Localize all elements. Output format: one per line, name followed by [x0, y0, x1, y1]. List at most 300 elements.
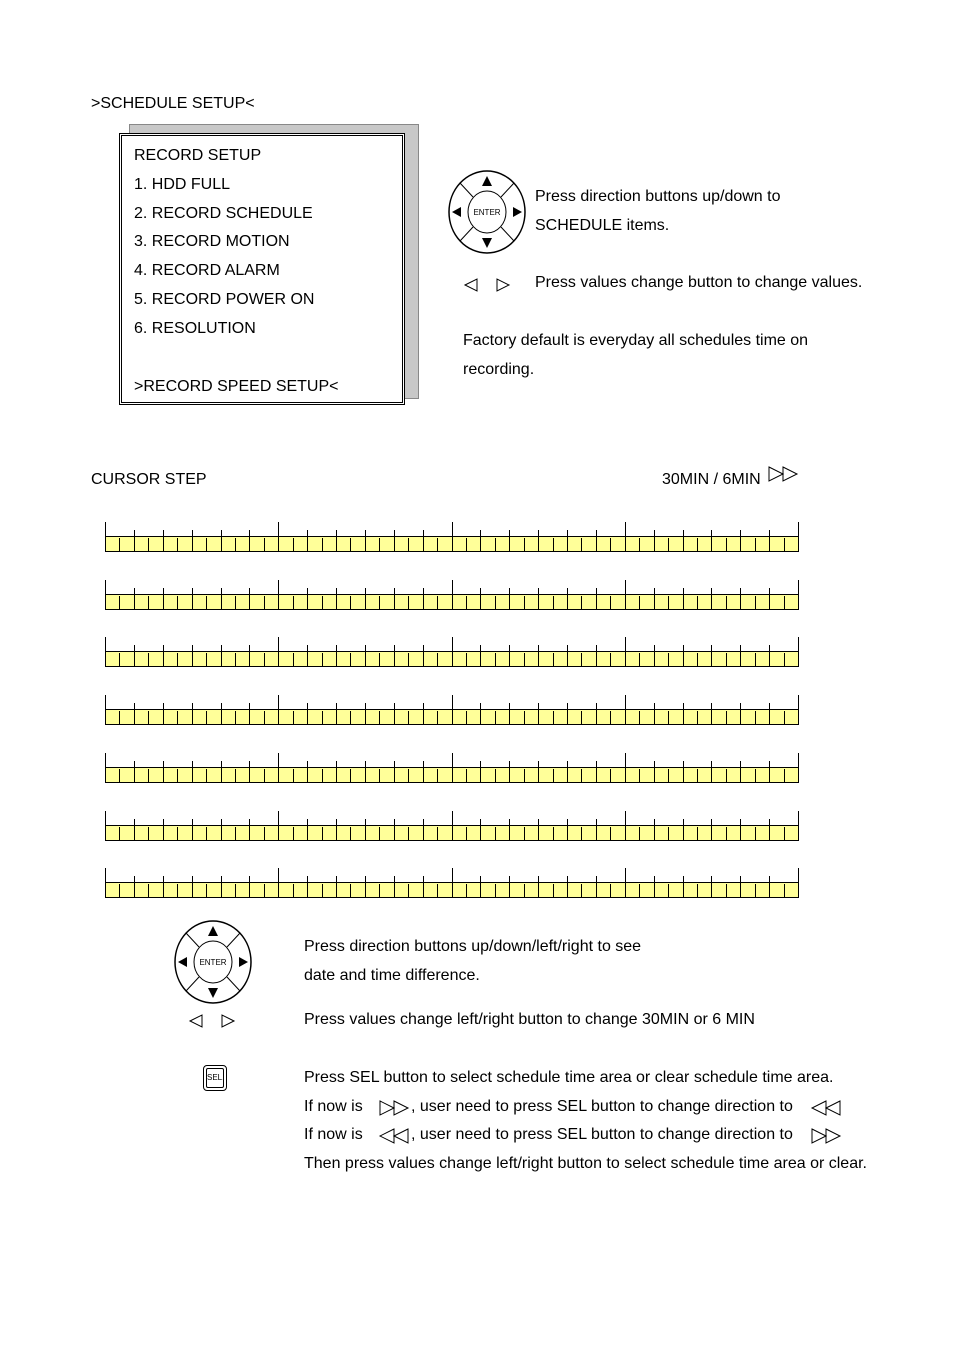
schedule-row[interactable]	[105, 637, 798, 667]
schedule-tick	[264, 884, 265, 898]
schedule-tick	[293, 711, 294, 725]
schedule-tick	[654, 761, 655, 783]
schedule-tick	[726, 827, 727, 841]
schedule-tick	[365, 761, 366, 783]
schedule-tick	[105, 580, 106, 610]
schedule-tick	[524, 827, 525, 841]
schedule-tick	[711, 588, 712, 610]
menu-item[interactable]: 5. RECORD POWER ON	[134, 291, 315, 308]
schedule-tick	[235, 827, 236, 841]
schedule-tick	[336, 645, 337, 667]
schedule-tick	[683, 703, 684, 725]
schedule-tick	[755, 827, 756, 841]
schedule-tick	[740, 645, 741, 667]
schedule-tick	[769, 761, 770, 783]
schedule-tick	[452, 811, 453, 841]
schedule-tick	[221, 645, 222, 667]
schedule-tick	[726, 711, 727, 725]
schedule-tick	[307, 703, 308, 725]
schedule-tick	[596, 876, 597, 898]
schedule-tick	[480, 530, 481, 552]
cursor-step-label: CURSOR STEP	[91, 471, 207, 488]
schedule-tick	[755, 596, 756, 610]
schedule-tick	[798, 637, 799, 667]
schedule-tick	[293, 596, 294, 610]
schedule-tick	[177, 596, 178, 610]
schedule-tick	[567, 819, 568, 841]
schedule-tick	[423, 530, 424, 552]
schedule-tick	[177, 538, 178, 552]
schedule-tick	[466, 769, 467, 783]
schedule-tick	[625, 811, 626, 841]
schedule-tick	[466, 711, 467, 725]
schedule-tick	[711, 819, 712, 841]
schedule-tick	[553, 653, 554, 667]
schedule-tick	[452, 522, 453, 552]
schedule-tick	[408, 653, 409, 667]
schedule-tick	[278, 580, 279, 610]
schedule-tick	[423, 761, 424, 783]
schedule-tick	[249, 761, 250, 783]
schedule-tick	[509, 530, 510, 552]
schedule-tick	[365, 876, 366, 898]
schedule-tick	[755, 653, 756, 667]
schedule-tick	[538, 876, 539, 898]
values-change-instruction: Press values change button to change values.	[535, 274, 863, 291]
rewind-icon-1	[811, 1100, 843, 1116]
schedule-tick	[697, 769, 698, 783]
schedule-tick	[379, 827, 380, 841]
schedule-tick	[639, 711, 640, 725]
schedule-tick	[322, 769, 323, 783]
schedule-tick	[206, 884, 207, 898]
schedule-tick	[235, 538, 236, 552]
schedule-tick	[524, 538, 525, 552]
schedule-tick	[711, 761, 712, 783]
schedule-tick	[148, 653, 149, 667]
schedule-tick	[235, 596, 236, 610]
fast-forward-icon	[768, 466, 800, 482]
schedule-tick	[350, 769, 351, 783]
schedule-tick	[784, 827, 785, 841]
menu-item[interactable]: 4. RECORD ALARM	[134, 262, 280, 279]
schedule-tick	[509, 876, 510, 898]
schedule-tick	[235, 711, 236, 725]
schedule-tick	[711, 876, 712, 898]
section-title: >SCHEDULE SETUP<	[91, 95, 255, 112]
schedule-tick	[798, 868, 799, 898]
schedule-tick	[553, 827, 554, 841]
fast-forward-icon-1	[379, 1100, 411, 1116]
schedule-tick	[524, 769, 525, 783]
bottom-direction-line2: date and time difference.	[304, 967, 480, 984]
schedule-tick	[654, 645, 655, 667]
schedule-tick	[610, 596, 611, 610]
schedule-tick	[668, 711, 669, 725]
schedule-tick	[336, 819, 337, 841]
schedule-tick	[249, 588, 250, 610]
schedule-tick	[683, 645, 684, 667]
schedule-tick	[379, 884, 380, 898]
schedule-tick	[350, 653, 351, 667]
schedule-tick	[221, 819, 222, 841]
schedule-tick	[134, 819, 135, 841]
schedule-tick	[365, 588, 366, 610]
schedule-tick	[307, 530, 308, 552]
schedule-tick	[278, 637, 279, 667]
direction-pad-icon	[448, 170, 528, 256]
menu-item[interactable]: 3. RECORD MOTION	[134, 233, 290, 250]
schedule-tick	[264, 538, 265, 552]
schedule-tick	[365, 703, 366, 725]
schedule-tick	[596, 645, 597, 667]
schedule-tick	[322, 538, 323, 552]
enter-label: ENTER	[473, 208, 501, 217]
schedule-tick	[235, 884, 236, 898]
schedule-tick	[307, 645, 308, 667]
schedule-tick	[683, 876, 684, 898]
schedule-tick	[192, 588, 193, 610]
schedule-tick	[249, 703, 250, 725]
schedule-tick	[163, 588, 164, 610]
schedule-tick	[509, 703, 510, 725]
schedule-tick	[553, 711, 554, 725]
schedule-tick	[148, 538, 149, 552]
schedule-tick	[769, 530, 770, 552]
schedule-tick	[769, 876, 770, 898]
schedule-tick	[293, 769, 294, 783]
schedule-tick	[322, 884, 323, 898]
schedule-tick	[192, 819, 193, 841]
schedule-tick	[610, 769, 611, 783]
schedule-tick	[119, 596, 120, 610]
schedule-tick	[740, 761, 741, 783]
schedule-tick	[221, 588, 222, 610]
sel-button-icon	[203, 1065, 227, 1091]
schedule-tick	[293, 538, 294, 552]
schedule-tick	[697, 884, 698, 898]
schedule-tick	[784, 653, 785, 667]
schedule-tick	[134, 703, 135, 725]
schedule-tick	[322, 827, 323, 841]
schedule-tick	[639, 884, 640, 898]
schedule-tick	[322, 596, 323, 610]
direction-pad-icon-bottom	[174, 920, 254, 1006]
schedule-tick	[668, 538, 669, 552]
schedule-tick	[105, 695, 106, 725]
if-now-is-2: If now is	[304, 1126, 363, 1143]
schedule-tick	[567, 530, 568, 552]
schedule-tick	[683, 530, 684, 552]
schedule-tick	[697, 538, 698, 552]
schedule-tick	[163, 761, 164, 783]
schedule-tick	[509, 645, 510, 667]
schedule-row[interactable]	[105, 811, 798, 841]
schedule-tick	[495, 538, 496, 552]
direction-instruction-line2: SCHEDULE items.	[535, 217, 670, 234]
schedule-tick	[278, 695, 279, 725]
schedule-tick	[307, 761, 308, 783]
fast-forward-icon-2	[811, 1128, 843, 1144]
schedule-tick	[350, 596, 351, 610]
schedule-tick	[437, 827, 438, 841]
direction-instruction-line1: Press direction buttons up/down to	[535, 188, 781, 205]
schedule-tick	[567, 761, 568, 783]
schedule-tick	[726, 538, 727, 552]
schedule-tick	[509, 819, 510, 841]
schedule-tick	[596, 530, 597, 552]
schedule-tick	[755, 538, 756, 552]
schedule-tick	[134, 588, 135, 610]
schedule-tick	[437, 538, 438, 552]
menu-item[interactable]: 2. RECORD SCHEDULE	[134, 205, 313, 222]
schedule-tick	[798, 522, 799, 552]
schedule-tick	[408, 711, 409, 725]
schedule-row[interactable]	[105, 753, 798, 783]
schedule-row[interactable]	[105, 522, 798, 552]
schedule-tick	[683, 819, 684, 841]
schedule-tick	[524, 884, 525, 898]
schedule-tick	[177, 653, 178, 667]
schedule-tick	[769, 588, 770, 610]
schedule-tick	[206, 653, 207, 667]
schedule-tick	[437, 596, 438, 610]
schedule-tick	[293, 884, 294, 898]
schedule-tick	[596, 761, 597, 783]
schedule-tick	[105, 811, 106, 841]
schedule-tick	[394, 588, 395, 610]
schedule-tick	[581, 711, 582, 725]
schedule-tick	[596, 588, 597, 610]
schedule-tick	[365, 645, 366, 667]
schedule-tick	[798, 695, 799, 725]
schedule-tick	[581, 827, 582, 841]
schedule-tick	[567, 588, 568, 610]
if-now-is-1: If now is	[304, 1098, 363, 1115]
schedule-tick	[221, 703, 222, 725]
schedule-tick	[784, 884, 785, 898]
schedule-tick	[610, 827, 611, 841]
schedule-tick	[798, 580, 799, 610]
schedule-tick	[235, 653, 236, 667]
if-now-rest-2: , user need to press SEL button to change direction to	[411, 1126, 793, 1143]
schedule-tick	[596, 703, 597, 725]
schedule-tick	[350, 884, 351, 898]
schedule-tick	[524, 596, 525, 610]
schedule-tick	[394, 530, 395, 552]
schedule-tick	[148, 596, 149, 610]
schedule-tick	[726, 653, 727, 667]
schedule-tick	[480, 819, 481, 841]
schedule-tick	[206, 711, 207, 725]
schedule-tick	[538, 761, 539, 783]
schedule-tick	[480, 645, 481, 667]
schedule-tick	[206, 538, 207, 552]
schedule-tick	[177, 711, 178, 725]
schedule-tick	[105, 637, 106, 667]
schedule-tick	[596, 819, 597, 841]
schedule-tick	[769, 703, 770, 725]
schedule-tick	[466, 884, 467, 898]
schedule-tick	[163, 819, 164, 841]
schedule-tick	[206, 596, 207, 610]
schedule-tick	[581, 653, 582, 667]
schedule-tick	[740, 588, 741, 610]
schedule-tick	[610, 538, 611, 552]
schedule-tick	[466, 538, 467, 552]
schedule-tick	[119, 711, 120, 725]
schedule-tick	[697, 711, 698, 725]
menu-item[interactable]: >RECORD SPEED SETUP<	[134, 378, 339, 395]
schedule-tick	[466, 653, 467, 667]
schedule-tick	[221, 761, 222, 783]
schedule-tick	[697, 596, 698, 610]
schedule-tick	[697, 653, 698, 667]
schedule-tick	[495, 884, 496, 898]
schedule-row[interactable]	[105, 580, 798, 610]
schedule-tick	[264, 769, 265, 783]
schedule-tick	[134, 876, 135, 898]
schedule-tick	[639, 769, 640, 783]
schedule-tick	[668, 769, 669, 783]
schedule-tick	[683, 588, 684, 610]
schedule-tick	[105, 868, 106, 898]
schedule-tick	[408, 884, 409, 898]
schedule-tick	[480, 876, 481, 898]
schedule-tick	[423, 703, 424, 725]
schedule-tick	[567, 703, 568, 725]
schedule-tick	[610, 653, 611, 667]
schedule-tick	[726, 884, 727, 898]
schedule-tick	[567, 645, 568, 667]
schedule-tick	[105, 522, 106, 552]
schedule-tick	[654, 876, 655, 898]
schedule-tick	[452, 695, 453, 725]
schedule-tick	[581, 538, 582, 552]
sel-instruction: Press SEL button to select schedule time area or clear schedule time area.	[304, 1069, 834, 1086]
schedule-tick	[293, 827, 294, 841]
schedule-tick	[452, 753, 453, 783]
schedule-tick	[538, 588, 539, 610]
schedule-tick	[249, 645, 250, 667]
schedule-tick	[379, 596, 380, 610]
schedule-tick	[119, 884, 120, 898]
schedule-tick	[654, 703, 655, 725]
schedule-row[interactable]	[105, 695, 798, 725]
sel-label: SEL.	[206, 1068, 224, 1088]
schedule-tick	[784, 596, 785, 610]
schedule-tick	[553, 769, 554, 783]
schedule-tick	[249, 819, 250, 841]
schedule-tick	[163, 703, 164, 725]
schedule-tick	[379, 769, 380, 783]
schedule-tick	[408, 827, 409, 841]
schedule-tick	[625, 637, 626, 667]
schedule-tick	[625, 580, 626, 610]
schedule-row[interactable]	[105, 868, 798, 898]
schedule-tick	[221, 876, 222, 898]
schedule-tick	[119, 827, 120, 841]
menu-title: RECORD SETUP	[134, 147, 262, 164]
schedule-tick	[105, 753, 106, 783]
schedule-tick	[726, 769, 727, 783]
schedule-tick	[221, 530, 222, 552]
schedule-tick	[192, 761, 193, 783]
schedule-tick	[581, 884, 582, 898]
schedule-tick	[524, 711, 525, 725]
schedule-tick	[293, 653, 294, 667]
cursor-step-value: 30MIN / 6MIN	[662, 471, 761, 488]
schedule-tick	[322, 711, 323, 725]
schedule-tick	[769, 645, 770, 667]
schedule-tick	[119, 538, 120, 552]
schedule-tick	[177, 827, 178, 841]
schedule-tick	[249, 530, 250, 552]
schedule-tick	[365, 819, 366, 841]
schedule-tick	[538, 703, 539, 725]
schedule-tick	[625, 522, 626, 552]
schedule-tick	[192, 645, 193, 667]
schedule-tick	[278, 522, 279, 552]
schedule-tick	[683, 761, 684, 783]
schedule-tick	[798, 811, 799, 841]
schedule-tick	[466, 827, 467, 841]
schedule-tick	[350, 827, 351, 841]
schedule-tick	[581, 769, 582, 783]
schedule-tick	[495, 653, 496, 667]
schedule-tick	[408, 769, 409, 783]
schedule-tick	[365, 530, 366, 552]
schedule-tick	[134, 761, 135, 783]
schedule-tick	[134, 530, 135, 552]
schedule-tick	[394, 761, 395, 783]
schedule-tick	[625, 868, 626, 898]
schedule-tick	[452, 580, 453, 610]
schedule-tick	[480, 588, 481, 610]
schedule-tick	[495, 596, 496, 610]
schedule-tick	[119, 653, 120, 667]
schedule-tick	[495, 827, 496, 841]
schedule-tick	[163, 645, 164, 667]
schedule-tick	[480, 703, 481, 725]
schedule-tick	[654, 530, 655, 552]
schedule-tick	[755, 711, 756, 725]
schedule-tick	[423, 645, 424, 667]
schedule-tick	[668, 827, 669, 841]
menu-item[interactable]: 6. RESOLUTION	[134, 320, 256, 337]
schedule-tick	[264, 596, 265, 610]
factory-default-line2: recording.	[463, 361, 535, 378]
schedule-tick	[394, 876, 395, 898]
menu-item[interactable]: 1. HDD FULL	[134, 176, 231, 193]
schedule-tick	[307, 819, 308, 841]
rewind-icon-2	[379, 1128, 411, 1144]
schedule-tick	[437, 653, 438, 667]
schedule-tick	[437, 884, 438, 898]
schedule-tick	[784, 769, 785, 783]
schedule-tick	[192, 530, 193, 552]
left-right-arrows-icon-bottom	[190, 1014, 236, 1028]
schedule-tick	[148, 884, 149, 898]
schedule-tick	[581, 596, 582, 610]
schedule-tick	[148, 827, 149, 841]
schedule-tick	[336, 703, 337, 725]
schedule-tick	[278, 868, 279, 898]
schedule-tick	[336, 530, 337, 552]
schedule-tick	[177, 884, 178, 898]
schedule-tick	[452, 637, 453, 667]
schedule-tick	[206, 827, 207, 841]
